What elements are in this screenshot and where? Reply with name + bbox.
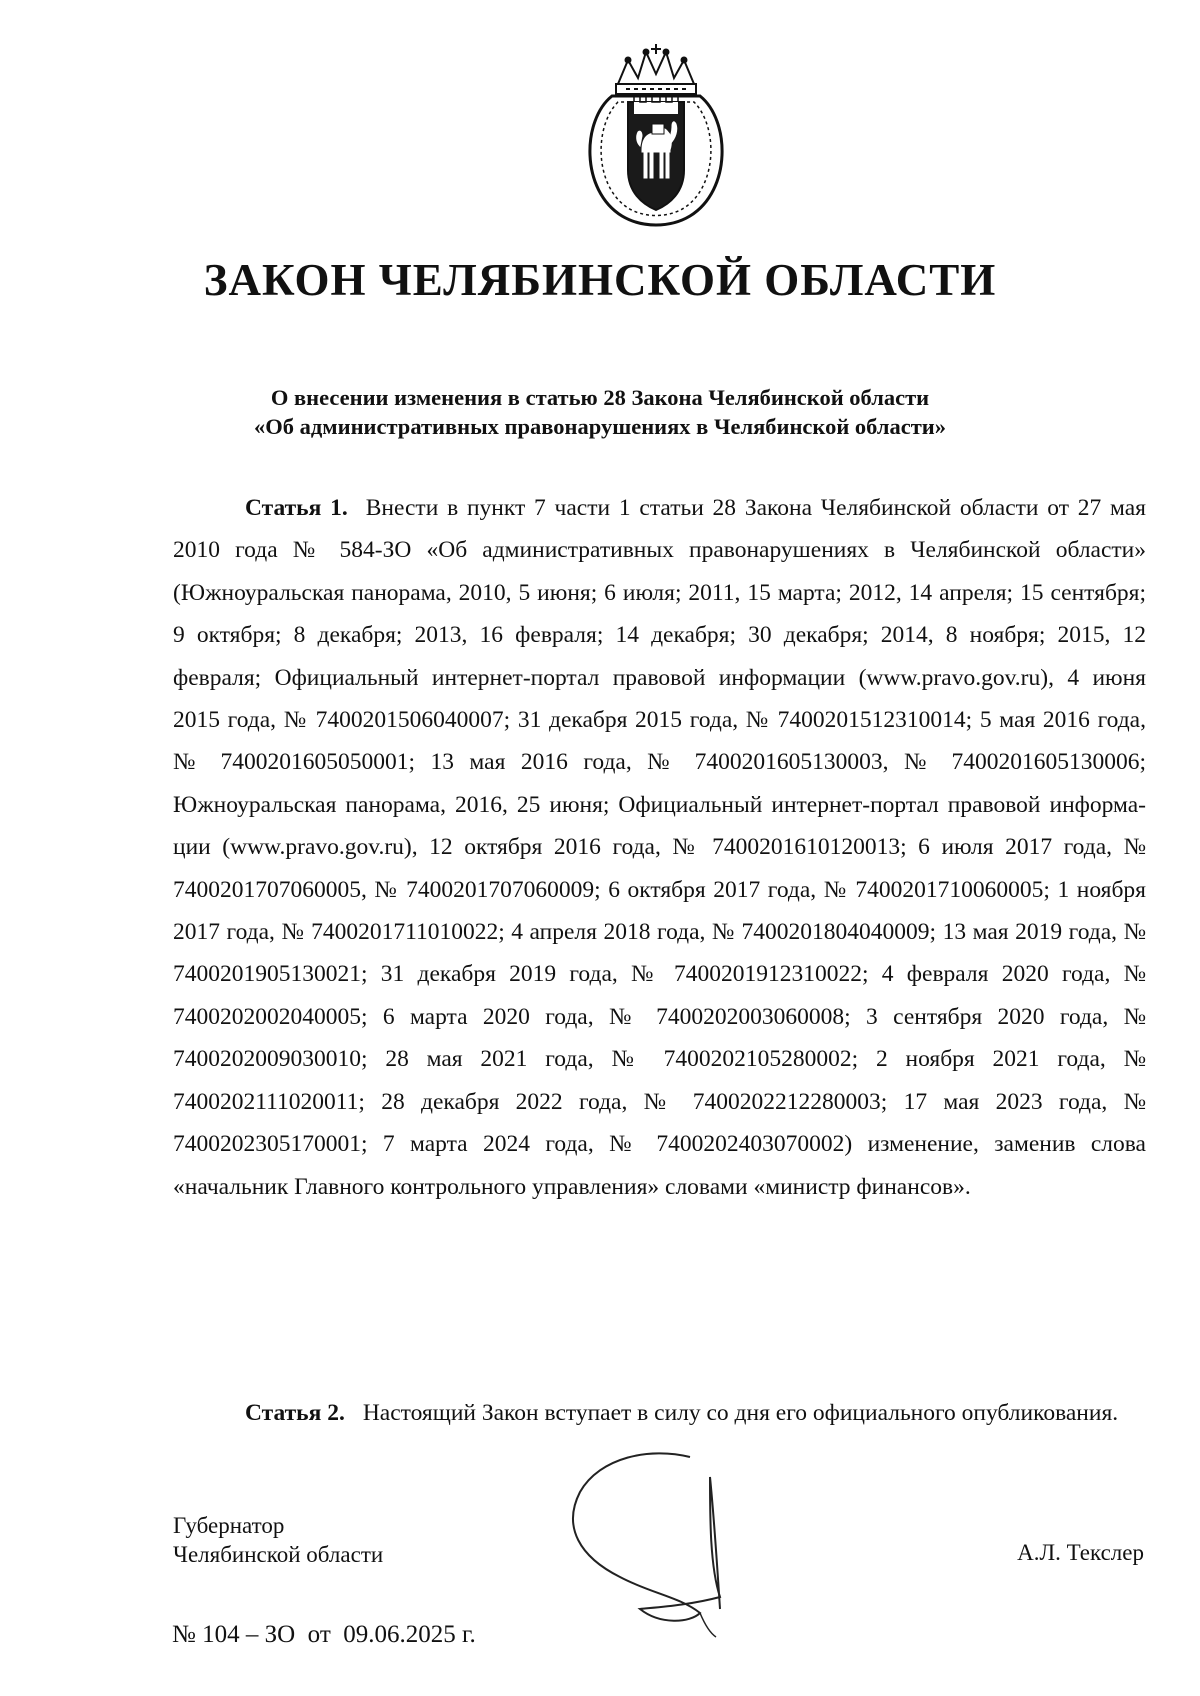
article-2 bbox=[173, 1392, 1146, 1434]
article-1 bbox=[173, 487, 1146, 1208]
signature-icon bbox=[560, 1437, 750, 1642]
article-1-label: Статья 1. bbox=[245, 495, 348, 521]
subtitle-line-2: «Об административных правонарушениях в Челябинской области» bbox=[254, 414, 946, 439]
signatory-name: А.Л. Текслер bbox=[1017, 1540, 1144, 1565]
position-line-2: Челябинской области bbox=[173, 1542, 384, 1567]
registration-number: № 104 – ЗО от 09.06.2025 г. bbox=[172, 1621, 476, 1648]
law-subtitle bbox=[150, 383, 1050, 441]
signatory-position bbox=[173, 1511, 383, 1569]
article-2-label: Статья 2. bbox=[245, 1400, 345, 1426]
article-2-text: Настоящий Закон вступает в силу со дня его официального опубликования. bbox=[362, 1400, 1119, 1426]
subtitle-line-1: О внесении изменения в статью 28 Закона Челябинской области bbox=[270, 385, 930, 410]
law-title: ЗАКОН ЧЕЛЯБИНСКОЙ ОБЛАСТИ bbox=[203, 255, 997, 305]
coat-of-arms-icon bbox=[572, 40, 740, 230]
article-1-text: Внести в пункт 7 части 1 статьи 28 Закона Челябинской области от 27 мая 2010 года № 584-ЗО «Об административных правонарушениях в Челябинской области» (Южноуральская панорама, 2010, 5 июня; 6 июля; 2011, 15 марта; 2012, 14 апреля; 15 сентября; 9 октября; 8 декабря; 2013, 16 февраля; 14 декабря; 30 декабря; 2014, 8 ноября; 2015, 12 февраля; Официальный интернет-портал правовой информации (www.pravo.gov.ru), 4 июня 2015 года, № 7400201506040007; 31 декабря 2015 года, № 7400201512310014; 5 мая 2016 года, № 7400201605050001; 13 мая 2016 года, № 7400201605130003, № 7400201605130006; Южноуральская панорама, 2016, 25 июня; Официальный интернет-портал правовой информации (www.pravo.gov.ru), 12 октября 2016 года, № 7400201610120013; 6 июля 2017 года, № 7400201707060005, № 7400201707060009; 6 октября 2017 года, № 7400201710060005; 1 ноября 2017 года, № 7400201711010022; 4 апреля 2018 года, № 7400201804040009; 13 мая 2019 года, № 7400201905130021; 31 декабря 2019 года, № 7400201912310022; 4 февраля 2020 года, № 7400202002040005; 6 марта 2020 года, № 7400202003060008; 3 сентября 2020 года, № 7400202009030010; 28 мая 2021 года, № 7400202105280002; 2 ноября 2021 года, № 7400202111020011; 28 декабря 2022 года, № 7400202212280003; 17 мая 2023 года, № 7400202305170001; 7 марта 2024 года, № 7400202403070002) изменение, заменив слова «начальник Главного контрольного управления» словами «министр финансов». bbox=[173, 495, 1146, 1200]
position-line-1: Губернатор bbox=[173, 1513, 285, 1538]
